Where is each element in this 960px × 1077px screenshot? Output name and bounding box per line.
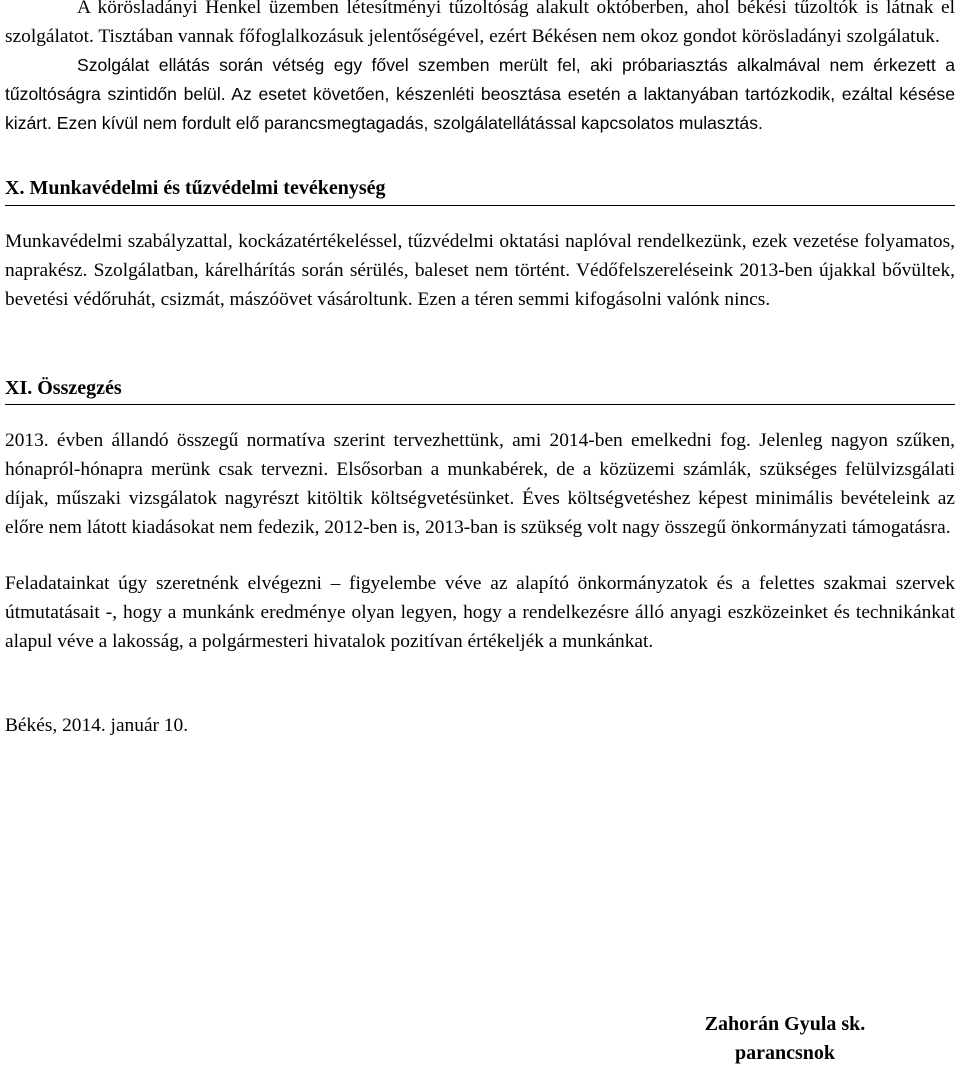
signature-block (655, 1010, 915, 1068)
signature-name: Zahorán Gyula sk. (704, 1013, 866, 1035)
signature-title: parancsnok (734, 1042, 836, 1064)
section-x-heading: X. Munkavédelmi és tűzvédelmi tevékenység (5, 174, 955, 206)
section-xi-heading: XI. Összegzés (5, 374, 955, 405)
place-date: Békés, 2014. január 10. (5, 715, 189, 736)
section-xi-paragraph-2: Feladatainkat úgy szeretnénk elvégezni – figyelembe véve az alapító önkormányzatok és a felettes szakmai szervek útmutatásait -, hogy a munkánk eredménye olyan legyen, hogy a rendelkezésre álló anyagi eszközeinket és technikánkat alapul véve a lakosság, a polgármesteri hivatalok pozitívan értékeljék a munkánkat. (5, 573, 955, 652)
section-xi-paragraph-1: 2013. évben állandó összegű normatíva szerint tervezhettünk, ami 2014-ben emelkedni fog. Jelenleg nagyon szűken, hónapról-hónapra merünk csak tervezni. Elsősorban a munkabérek, de a közüzemi számlák, szükséges felülvizsgálati díjak, műszaki vizsgálatok nagyrészt kitöltik költségvetésünket. Éves költségvetéshez képest minimális bevételeink az előre nem látott kiadásokat nem fedezik, 2012-ben is, 2013-ban is szükség volt nagy összegű önkormányzati támogatásra. (5, 430, 955, 538)
section-x-body: Munkavédelmi szabályzattal, kockázatértékeléssel, tűzvédelmi oktatási naplóval rendelkezünk, ezek vezetése folyamatos, naprakész. Szolgálatban, kárelhárítás során sérülés, baleset nem történt. Védőfelszereléseink 2013-ben újakkal bővültek, bevetési védőruhát, csizmát, mászóövet vásároltunk. Ezen a téren semmi kifogásolni valónk nincs. (5, 231, 955, 310)
document-page (5, 0, 955, 740)
intro-text-serif: A körösladányi Henkel üzemben létesítményi tűzoltóság alakult októberben, ahol békési tűzoltók is látnak el szolgálatot. Tisztában vannak főfoglalkozásuk jelentőségével, ezért Békésen nem okoz gondot körösladányi szolgálatuk. (5, 0, 955, 47)
intro-paragraph (5, 0, 955, 138)
intro-text-sans: Szolgálat ellátás során vétség egy fővel szemben merült fel, aki próbariasztás alkalmával nem érkezett a tűzoltóságra szintidőn belül. Az esetet követően, készenléti beosztása esetén a laktanyában tartózkodik, ezáltal késése kizárt. Ezen kívül nem fordult elő parancsmegtagadás, szolgálatellátással kapcsolatos mulasztás. (5, 55, 955, 133)
